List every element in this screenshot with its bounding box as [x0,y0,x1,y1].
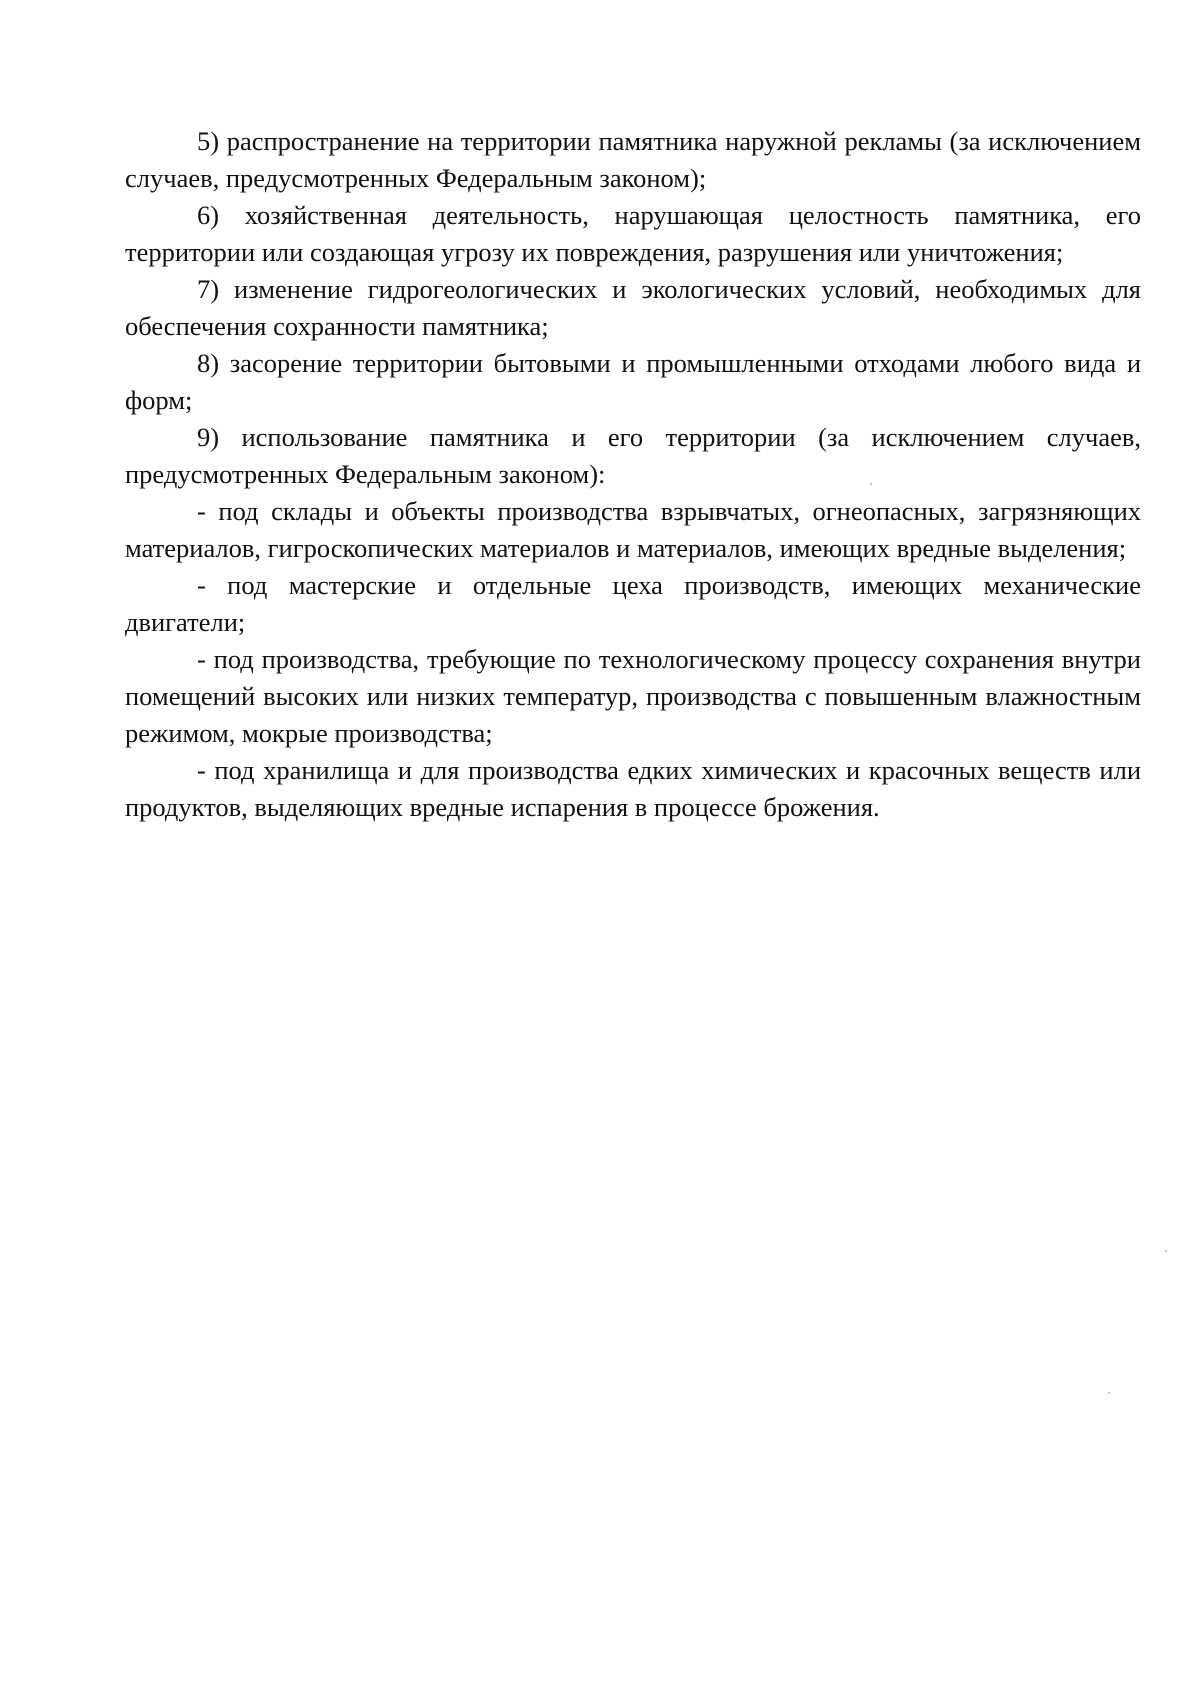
paragraph-item-9: 9) использование памятника и его территории (за исключением случаев, предусмотренных Федеральным законом): [125,422,1141,489]
paragraph-subitem-temperature-production: - под производства, требующие по технологическому процессу сохранения внутри помещений высоких или низких температур, производства с повышенным влажностным режимом, мокрые производства; [125,644,1141,748]
paragraph-subitem-warehouses: - под склады и объекты производства взрывчатых, огнеопасных, загрязняющих материалов, гигроскопических материалов и материалов, имеющих вредные выделения; [125,496,1141,563]
paragraph-subitem-chemical-storage: - под хранилища и для производства едких химических и красочных веществ или продуктов, выделяющих вредные испарения в процессе брожения. [125,755,1141,822]
document-body [125,123,1141,826]
paragraph-item-8: 8) засорение территории бытовыми и промышленными отходами любого вида и форм; [125,348,1141,415]
paragraph-subitem-workshops: - под мастерские и отдельные цеха производств, имеющих механические двигатели; [125,570,1141,637]
scan-speck [1165,1250,1167,1252]
paragraph-item-7: 7) изменение гидрогеологических и экологических условий, необходимых для обеспечения сохранности памятника; [125,274,1141,341]
scan-speck [1108,1392,1110,1394]
paragraph-item-5: 5) распространение на территории памятника наружной рекламы (за исключением случаев, предусмотренных Федеральным законом); [125,126,1141,193]
paragraph-item-6: 6) хозяйственная деятельность, нарушающая целостность памятника, его территории или создающая угрозу их повреждения, разрушения или уничтожения; [125,200,1141,267]
scan-speck [870,483,872,485]
